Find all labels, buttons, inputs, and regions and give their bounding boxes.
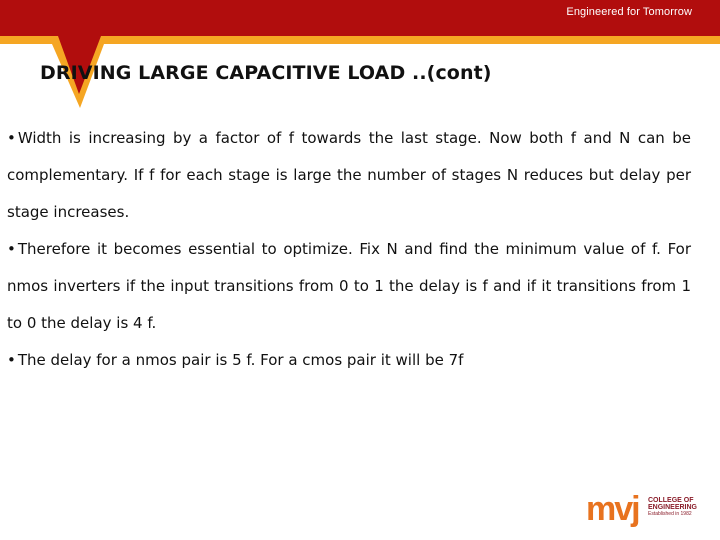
slide-body (7, 120, 691, 379)
mvj-logo-mark (586, 488, 646, 532)
logo-wordmark (648, 497, 697, 517)
bullet-marker: • (7, 240, 16, 258)
header-tagline: Engineered for Tomorrow (566, 6, 692, 18)
college-logo (586, 488, 716, 532)
logo-line-2: ENGINEERING (648, 504, 698, 511)
bullet-paragraph-2 (7, 231, 691, 342)
bullet-paragraph-3 (7, 342, 691, 379)
bullet-paragraph-1 (7, 120, 691, 231)
bullet-text-3: The delay for a nmos pair is 5 f. For a cmos pair it will be 7f (17, 351, 464, 369)
slide-title: DRIVING LARGE CAPACITIVE LOAD ..(cont) (40, 62, 492, 84)
bullet-marker: • (7, 351, 16, 369)
logo-line-1: COLLEGE OF (648, 497, 694, 504)
bullet-text-1: Width is increasing by a factor of f towards the last stage. Now both f and N can be complementary. If f for each stage is large the number of stages N reduces but delay per stage increases. (7, 129, 691, 221)
bullet-marker: • (7, 129, 16, 147)
bullet-text-2: Therefore it becomes essential to optimize. Fix N and find the minimum value of f. For nmos inverters if the input transitions from 0 to 1 the delay is f and if it transitions from 1 to 0 the delay is 4 f. (7, 240, 691, 332)
logo-line-3: Established in 1982 (648, 511, 692, 517)
svg-text:mvj: mvj (586, 490, 639, 528)
